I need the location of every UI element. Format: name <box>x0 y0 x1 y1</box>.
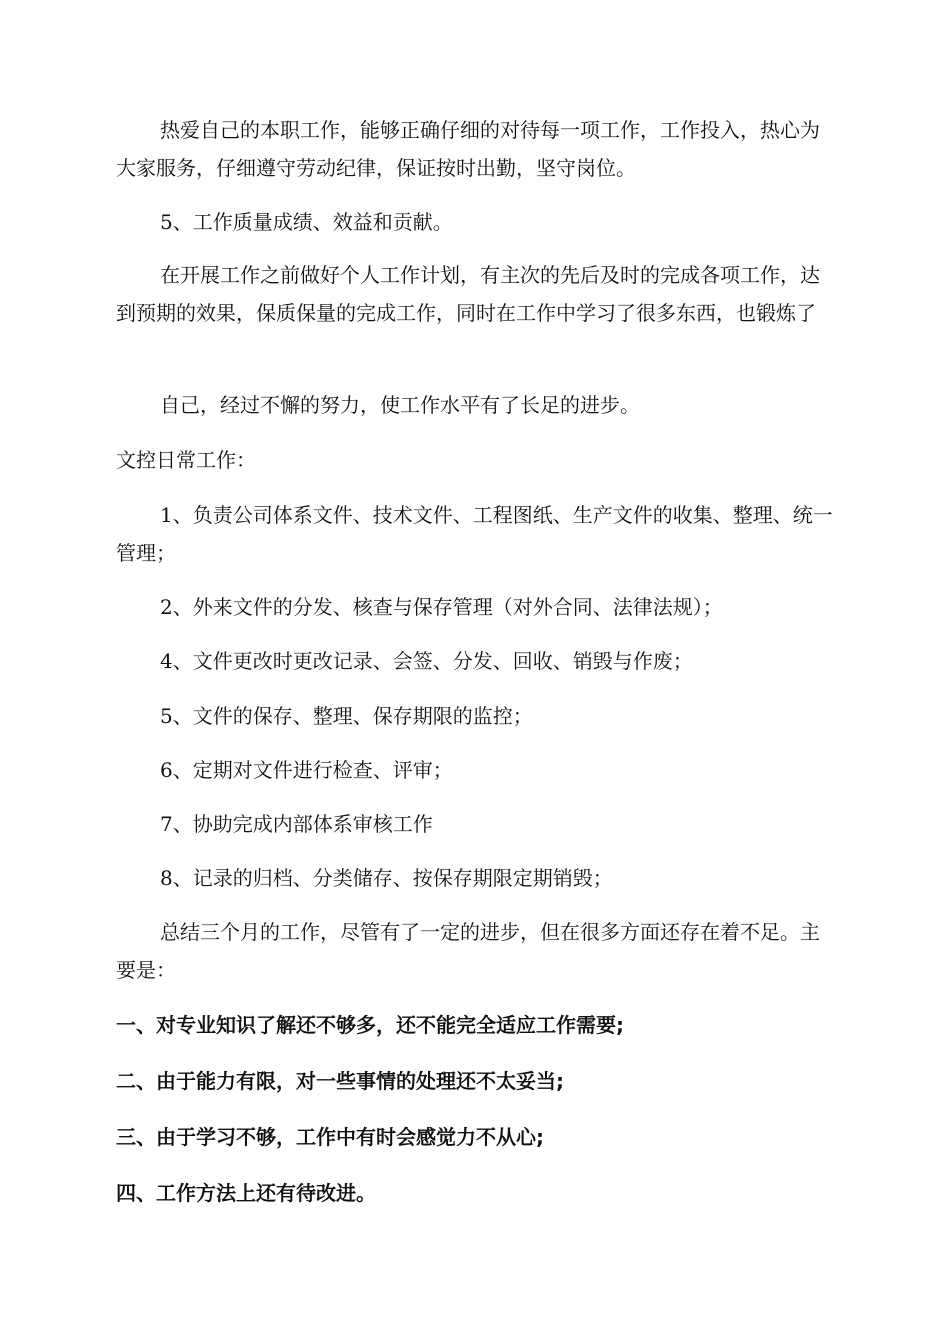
paragraph-summary: 总结三个月的工作，尽管有了一定的进步，但在很多方面还存在着不足。主要是： <box>116 920 820 982</box>
shortcoming-2: 二、由于能力有限，对一些事情的处理还不太妥当; <box>116 1069 564 1093</box>
paragraph-progress: 自己，经过不懈的努力，使工作水平有了长足的进步。 <box>160 393 640 417</box>
list-item-1: 1、负责公司体系文件、技术文件、工程图纸、生产文件的收集、整理、统一管理； <box>116 503 833 565</box>
paragraph-doc-control-heading: 文控日常工作： <box>116 448 256 472</box>
list-item-4: 4、文件更改时更改记录、会签、分发、回收、销毁与作废； <box>160 649 693 673</box>
shortcoming-4: 四、工作方法上还有待改进。 <box>116 1181 376 1205</box>
shortcoming-1: 一、对专业知识了解还不够多，还不能完全适应工作需要; <box>116 1013 624 1037</box>
list-item-6: 6、定期对文件进行检查、评审； <box>160 758 453 782</box>
shortcoming-3: 三、由于学习不够，工作中有时会感觉力不从心; <box>116 1125 544 1149</box>
list-item-8: 8、记录的归档、分类储存、按保存期限定期销毁； <box>160 866 613 890</box>
list-item-5: 5、文件的保存、整理、保存期限的监控； <box>160 704 533 728</box>
paragraph-work-plan: 在开展工作之前做好个人工作计划，有主次的先后及时的完成各项工作，达到预期的效果，保质保量的完成工作，同时在工作中学习了很多东西，也锻炼了 <box>116 263 820 325</box>
list-item-2: 2、外来文件的分发、核查与保存管理（对外合同、法律法规）； <box>160 595 723 619</box>
paragraph-attitude: 热爱自己的本职工作，能够正确仔细的对待每一项工作，工作投入，热心为大家服务，仔细遵守劳动纪律，保证按时出勤，坚守岗位。 <box>116 118 820 180</box>
paragraph-heading-quality: 5、工作质量成绩、效益和贡献。 <box>160 210 453 234</box>
list-item-7: 7、协助完成内部体系审核工作 <box>160 812 433 836</box>
